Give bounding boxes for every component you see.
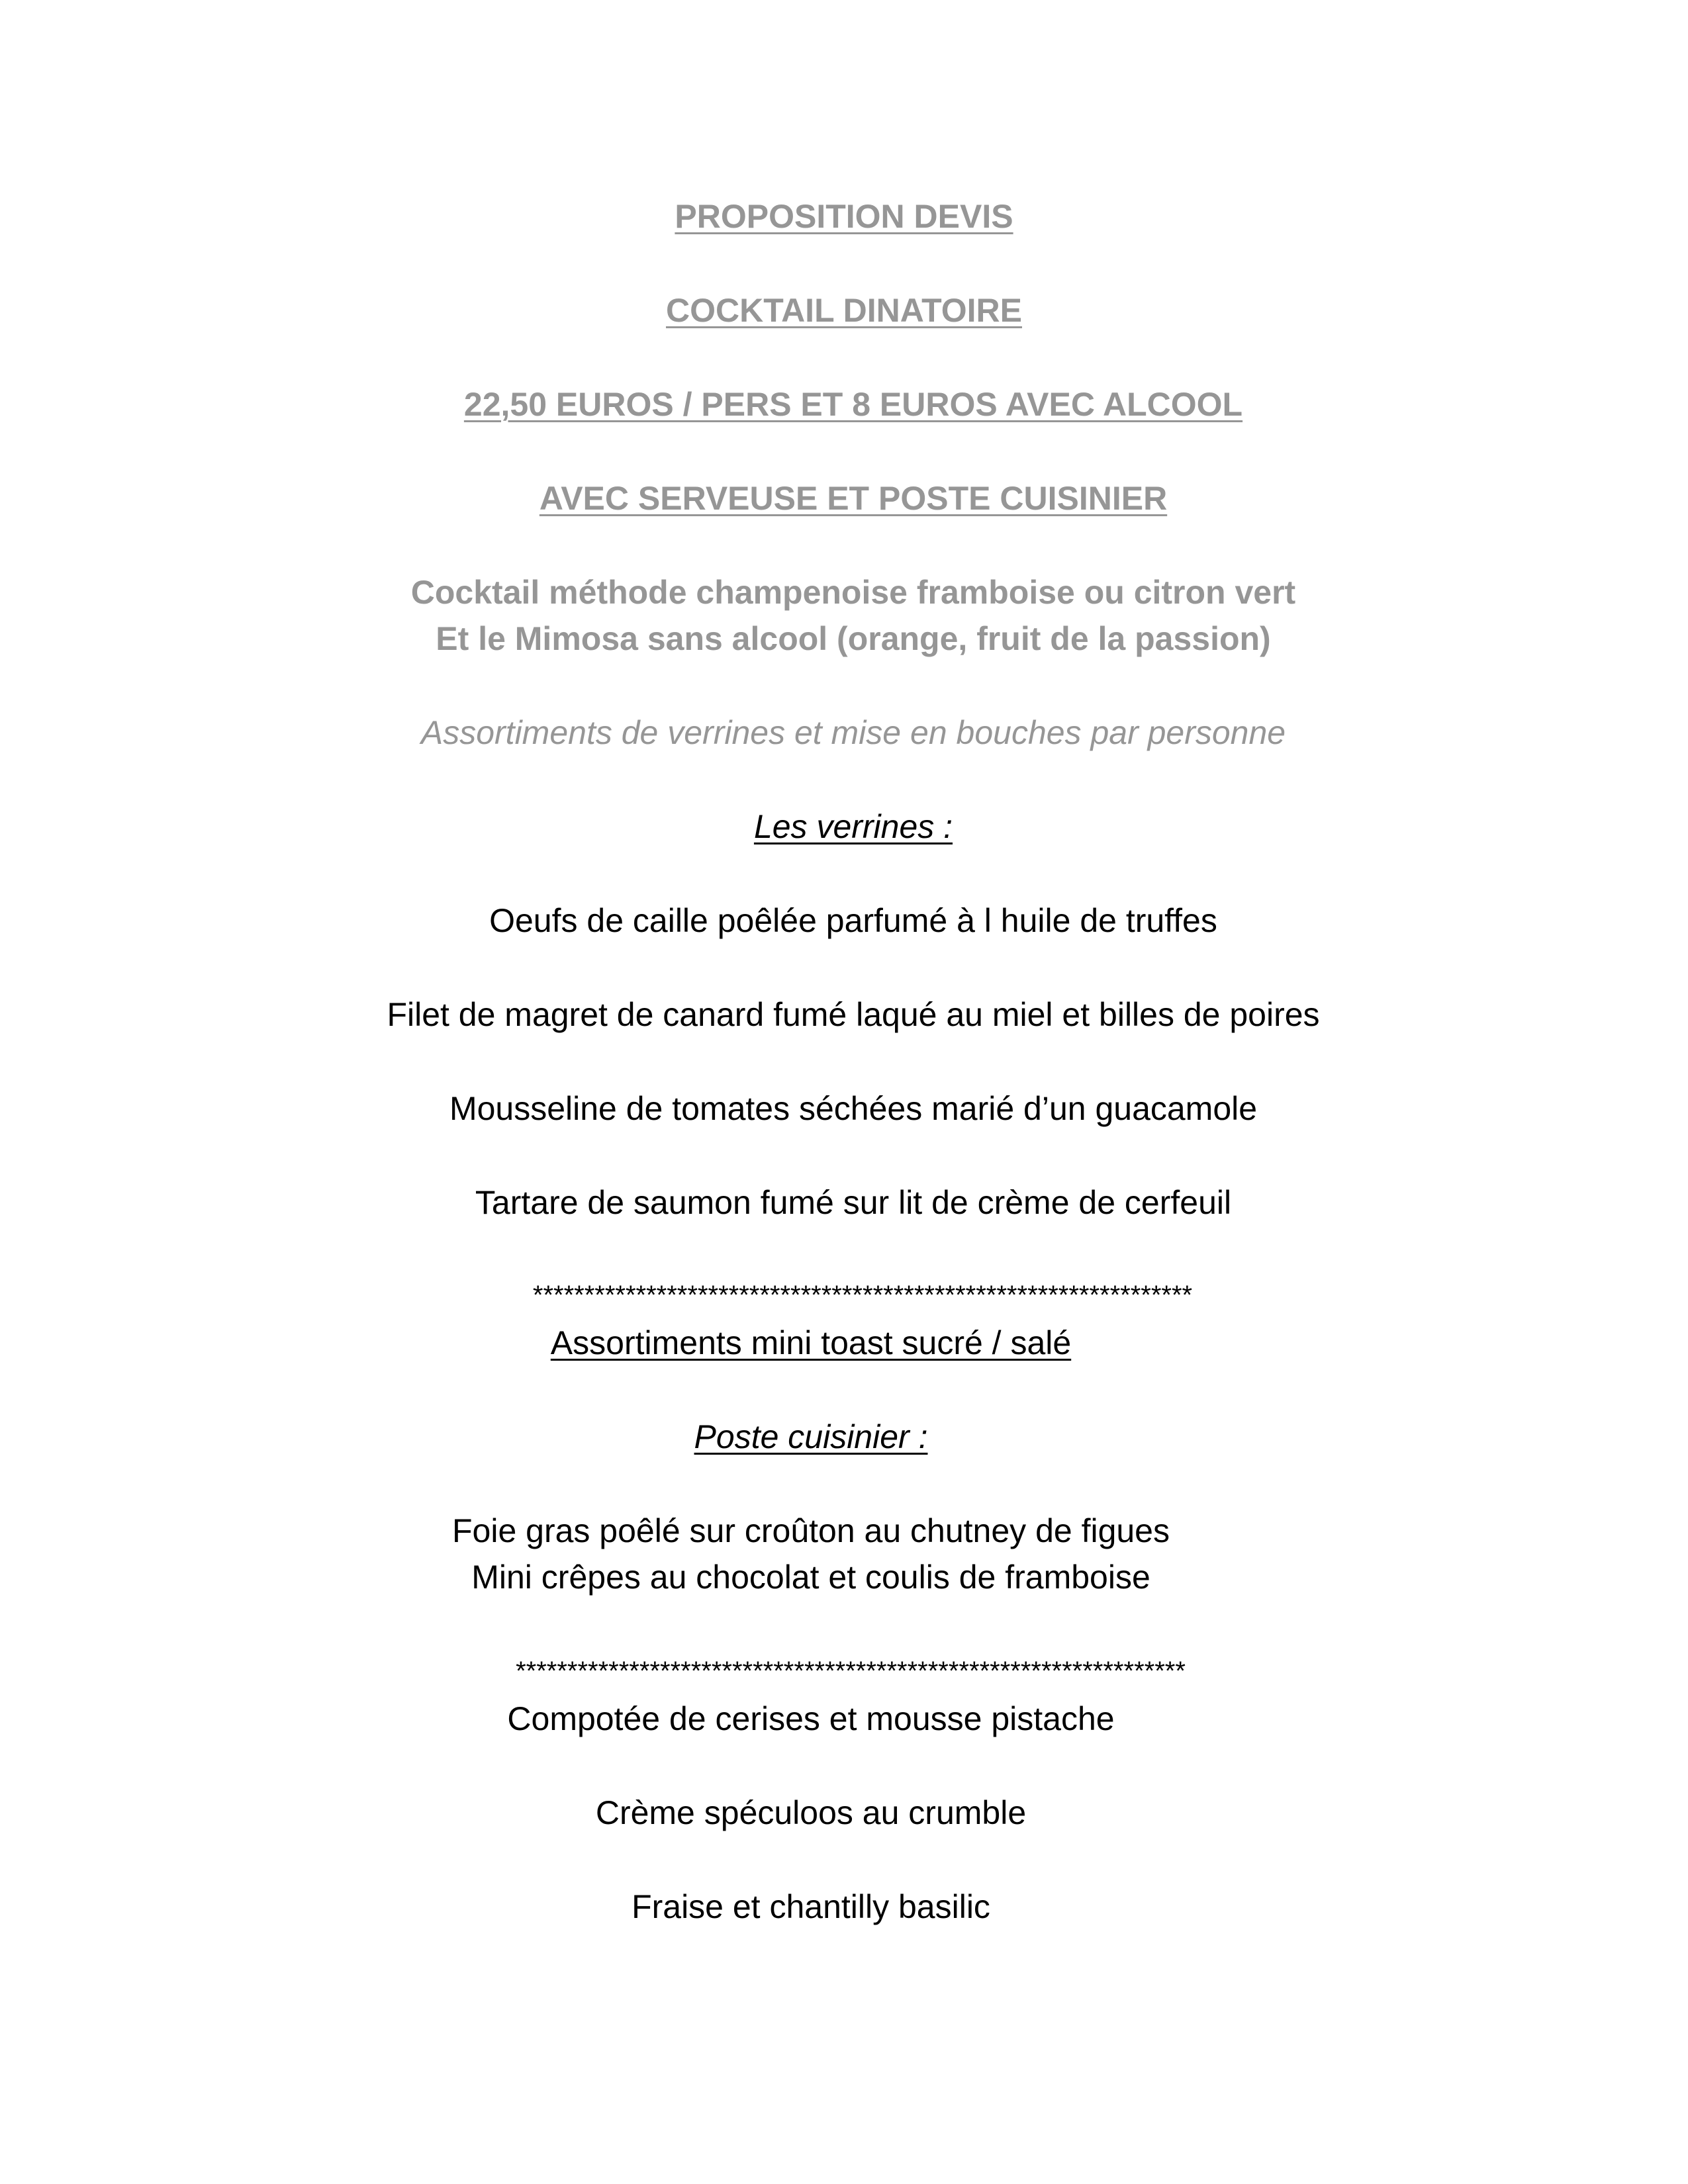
poste-heading: Poste cuisinier : <box>694 1418 928 1455</box>
verrine-item: Oeufs de caille poêlée parfumé à l huile de truffes <box>489 902 1217 939</box>
poste-item: Mini crêpes au chocolat et coulis de framboise <box>471 1559 1150 1596</box>
verrine-item: Mousseline de tomates séchées marié d’un guacamole <box>449 1090 1258 1127</box>
poste-item: Foie gras poêlé sur croûton au chutney de figues <box>451 1512 1170 1549</box>
service-line: AVEC SERVEUSE ET POSTE CUISINIER <box>539 480 1168 517</box>
dessert-item: Crème spéculoos au crumble <box>595 1794 1027 1831</box>
cocktail-line-2: Et le Mimosa sans alcool (orange, fruit de la passion) <box>436 620 1271 657</box>
assortment-intro: Assortiments de verrines et mise en bouches par personne <box>420 714 1286 751</box>
separator: **************************************************************** <box>532 1281 1193 1310</box>
dessert-item: Fraise et chantilly basilic <box>632 1888 990 1925</box>
separator: ***************************************************************** <box>516 1657 1186 1686</box>
document-title: PROPOSITION DEVIS <box>675 198 1013 235</box>
verrines-heading: Les verrines : <box>753 808 953 845</box>
toast-heading: Assortiments mini toast sucré / salé <box>550 1324 1072 1361</box>
verrine-item: Tartare de saumon fumé sur lit de crème de cerfeuil <box>475 1184 1232 1221</box>
document-subtitle: COCKTAIL DINATOIRE <box>666 292 1022 329</box>
dessert-item: Compotée de cerises et mousse pistache <box>507 1700 1115 1737</box>
cocktail-line-1: Cocktail méthode champenoise framboise ou citron vert <box>410 574 1296 611</box>
verrine-item: Filet de magret de canard fumé laqué au miel et billes de poires <box>387 996 1320 1033</box>
price-line: 22,50 EUROS / PERS ET 8 EUROS AVEC ALCOOL <box>463 386 1243 423</box>
